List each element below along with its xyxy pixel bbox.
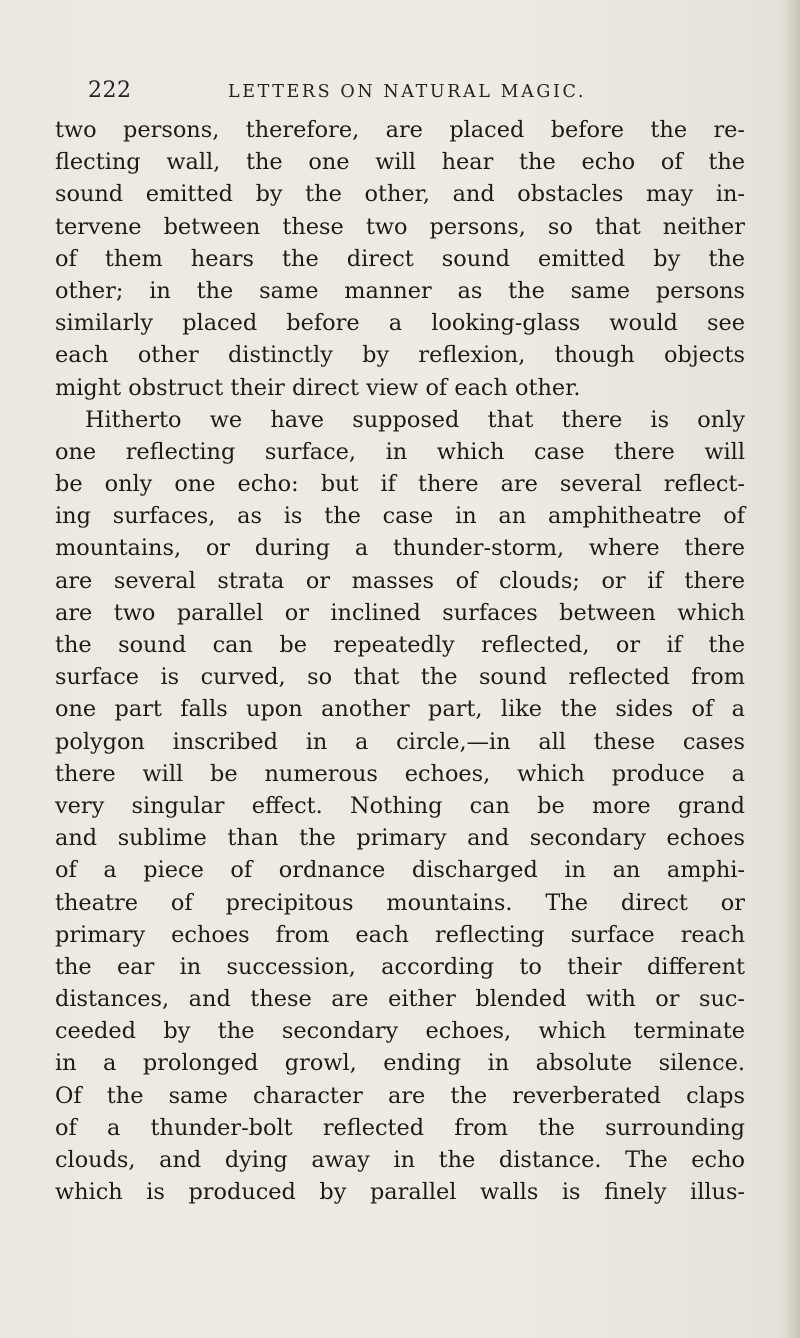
body-text bbox=[55, 114, 745, 1208]
text-line: and sublime than the primary and secondary echoes bbox=[55, 825, 745, 852]
text-line: the sound can be repeatedly reflected, or if the bbox=[55, 632, 745, 658]
text-line: clouds, and dying away in the distance. The echo bbox=[55, 1147, 745, 1173]
text-line: one part falls upon another part, like the sides of a bbox=[55, 696, 745, 723]
text-line: Of the same character are the reverberated claps bbox=[55, 1082, 745, 1109]
text-line: theatre of precipitous mountains. The direct or bbox=[55, 889, 745, 916]
running-title: LETTERS ON NATURAL MAGIC. bbox=[228, 82, 586, 102]
text-line: primary echoes from each reflecting surface reach bbox=[55, 921, 745, 948]
text-line: surface is curved, so that the sound reflected from bbox=[55, 664, 745, 691]
page-number: 222 bbox=[88, 78, 132, 103]
text-line: are two parallel or inclined surfaces between which bbox=[55, 599, 745, 626]
text-line: of them hears the direct sound emitted by the bbox=[55, 245, 745, 272]
text-line: sound emitted by the other, and obstacles may in- bbox=[55, 181, 745, 208]
text-line: polygon inscribed in a circle,—in all these cases bbox=[55, 728, 745, 755]
text-line: Hitherto we have supposed that there is only bbox=[85, 406, 745, 433]
text-line: flecting wall, the one will hear the echo of the bbox=[55, 149, 745, 176]
text-line: two persons, therefore, are placed before the re- bbox=[55, 117, 745, 143]
page-edge-shadow bbox=[786, 0, 800, 1338]
text-line: of a piece of ordnance discharged in an amphi- bbox=[55, 857, 745, 884]
running-head bbox=[88, 78, 728, 108]
text-line: distances, and these are either blended with or suc- bbox=[55, 986, 745, 1013]
text-line: similarly placed before a looking-glass would see bbox=[55, 310, 745, 337]
text-line: ing surfaces, as is the case in an amphitheatre of bbox=[55, 503, 745, 530]
text-line: other; in the same manner as the same persons bbox=[55, 277, 745, 304]
text-line: of a thunder-bolt reflected from the surrounding bbox=[55, 1114, 745, 1141]
text-line: which is produced by parallel walls is finely illus- bbox=[55, 1179, 745, 1206]
text-line: might obstruct their direct view of each other. bbox=[55, 374, 581, 401]
text-line: one reflecting surface, in which case there will bbox=[55, 438, 745, 465]
text-line: very singular effect. Nothing can be more grand bbox=[55, 792, 745, 819]
text-line: mountains, or during a thunder-storm, where there bbox=[55, 535, 745, 562]
text-line: ceeded by the secondary echoes, which terminate bbox=[55, 1018, 745, 1045]
text-line: there will be numerous echoes, which produce a bbox=[55, 760, 745, 787]
text-line: each other distinctly by reflexion, though objects bbox=[55, 342, 745, 369]
text-line: tervene between these two persons, so that neither bbox=[55, 213, 745, 240]
text-line: the ear in succession, according to their different bbox=[55, 953, 745, 980]
text-line: are several strata or masses of clouds; or if there bbox=[55, 567, 745, 594]
text-line: in a prolonged growl, ending in absolute silence. bbox=[55, 1050, 745, 1077]
text-line: be only one echo: but if there are several reflect- bbox=[55, 471, 745, 498]
